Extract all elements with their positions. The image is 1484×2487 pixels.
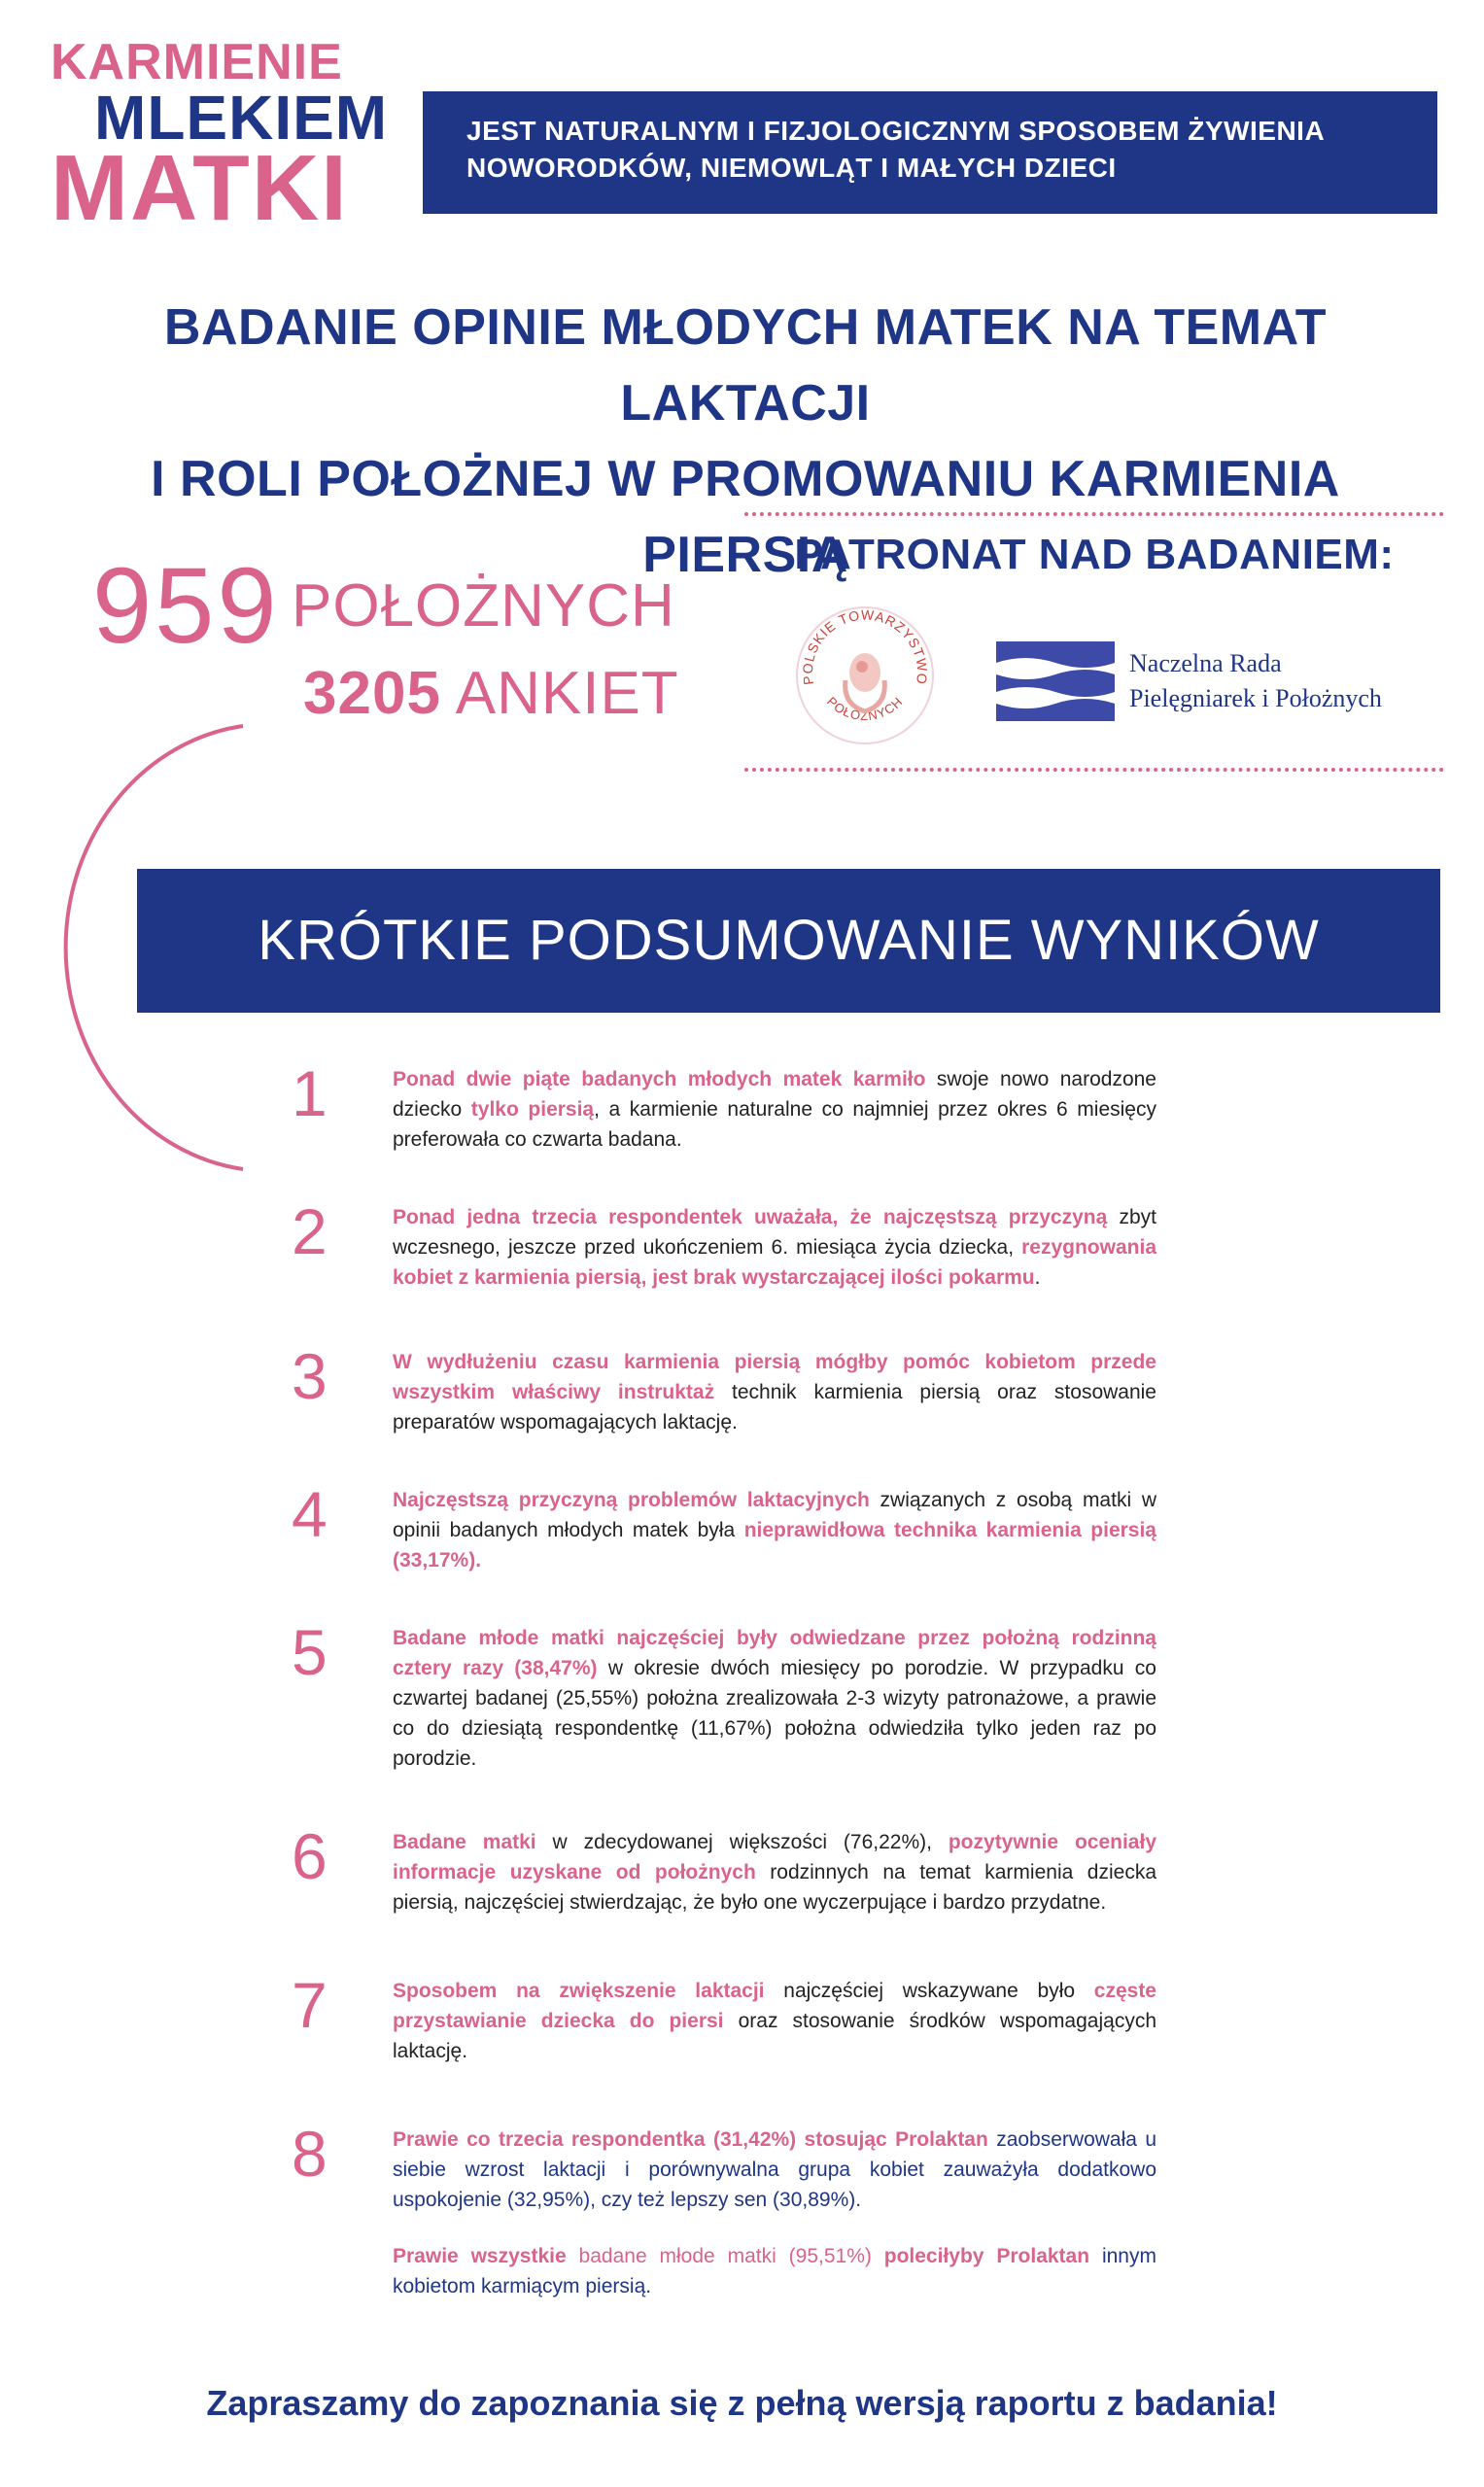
result-text (393, 1064, 1156, 1155)
text-segment: w okresie dwóch miesięcy po porodzie. W przypadku co czwartej badanej (25,55%) położna zrealizowała 2-3 wizyty patronażowe, a prawie co do dziesiątą respondentkę (11,67%) położna odwiedziła tylko jeden raz po porodzie. (393, 1657, 1156, 1770)
logo (51, 34, 420, 240)
nrpip-line-2: Pielęgniarek i Położnych (1129, 684, 1382, 712)
nrpip-logo (996, 641, 1115, 721)
summary-title-banner: KRÓTKIE PODSUMOWANIE WYNIKÓW (137, 869, 1440, 1013)
text-segment: pozytywnie oceniały informacje uzyskane od położnych (393, 1831, 1156, 1883)
result-number: 5 (292, 1616, 328, 1688)
text-segment: , a karmienie naturalne co najmniej przez okres 6 miesięcy preferowała co czwarta badana. (393, 1098, 1156, 1151)
text-segment: Najczęstszą przyczyną problemów laktacyjnych (393, 1489, 870, 1511)
text-segment: najczęściej wskazywane było (764, 1980, 1094, 2002)
text-segment: Prawie co trzecia respondentka (31,42%) stosując Prolaktan (393, 2128, 988, 2151)
page-title-line-2: I ROLI POŁOŻNEJ W PROMOWANIU KARMIENIA PIERSIĄ (151, 451, 1340, 583)
result-text (393, 2124, 1156, 2215)
result-number: 2 (292, 1195, 328, 1267)
text-segment: związanych z osobą matki w opinii badanych młodych matek była (393, 1489, 1156, 1541)
result-text (393, 1827, 1156, 1917)
text-segment: technik karmienia piersią oraz stosowanie preparatów wspomagających laktację. (393, 1381, 1156, 1433)
page-title-line-1: BADANIE OPINIE MŁODYCH MATEK NA TEMAT LAKTACJI (163, 299, 1328, 432)
text-segment: rodzinnych na temat karmienia dziecka piersią, najczęściej stwierdzając, że było one wyczerpujące i bardzo przydatne. (393, 1861, 1157, 1914)
tagline-banner (423, 91, 1437, 214)
nrpip-name (1129, 646, 1382, 716)
text-segment: Sposobem na zwiększenie laktacji (393, 1980, 765, 2002)
divider-top (744, 512, 1444, 516)
tagline-line-1: JEST NATURALNYM I FIZJOLOGICZNYM SPOSOBEM ŻYWIENIA (466, 116, 1326, 146)
result-number: 3 (292, 1340, 328, 1412)
text-segment: w zdecydowanej większości (76,22%), (535, 1831, 949, 1853)
result-number: 8 (292, 2118, 328, 2190)
result-text (393, 1347, 1156, 1437)
footer-cta: Zapraszamy do zapoznania się z pełną wersją raportu z badania! (206, 2383, 1278, 2423)
text-segment: tylko piersią (470, 1098, 595, 1121)
text-segment: . (1034, 1266, 1041, 1289)
stat-midwives (92, 544, 675, 668)
patronat-title: PATRONAT NAD BADANIEM: (794, 531, 1395, 578)
nrpip-line-1: Naczelna Rada (1129, 649, 1282, 677)
result-text-secondary (393, 2241, 1156, 2301)
tagline-line-2: NOWORODKÓW, NIEMOWLĄT I MAŁYCH DZIECI (466, 153, 1117, 183)
text-segment: Badane matki (393, 1831, 536, 1853)
logo-line-1: KARMIENIE (51, 34, 343, 90)
text-segment: poleciłyby Prolaktan (883, 2245, 1090, 2267)
midwives-label: POŁOŻNYCH (291, 572, 675, 639)
result-text (393, 1202, 1156, 1293)
divider-bottom (744, 768, 1444, 772)
text-segment: rezygnowania kobiet z karmienia piersią, jest brak wystarczającej ilości pokarmu (393, 1236, 1156, 1289)
text-segment: zbyt wczesnego, jeszcze przed ukończeniem 6. miesiąca życia dziecka, (393, 1206, 1157, 1259)
text-segment: zaobserwowała u siebie wzrost laktacji i porównywalna grupa kobiet zauważyła dodatkowo uspokojenie (32,95%), czy też lepszy sen (30,89%). (393, 2128, 1157, 2211)
result-number: 7 (292, 1969, 328, 2041)
ptp-logo-text-top: POLSKIE TOWARZYSTWO (799, 606, 931, 686)
text-segment: Badane młode matki najczęściej były odwiedzane przez położną rodzinną cztery razy (38,47%) (393, 1627, 1156, 1679)
stat-surveys (303, 659, 679, 728)
text-segment: oraz stosowanie środków wspomagających laktację. (393, 2010, 1156, 2062)
midwives-count: 959 (92, 546, 280, 666)
text-segment: częste przystawianie dziecka do piersi (393, 1980, 1156, 2032)
result-text (393, 1485, 1156, 1575)
surveys-count: 3205 (303, 660, 441, 727)
logo-line-3: MATKI (51, 136, 349, 240)
result-number: 6 (292, 1820, 328, 1892)
result-text (393, 1623, 1156, 1774)
text-segment: swoje nowo narodzone dziecko (393, 1068, 1156, 1121)
surveys-label: ANKIET (455, 660, 679, 727)
ptp-logo (792, 603, 938, 748)
text-segment: nieprawidłowa technika karmienia piersią (33,17%). (393, 1519, 1156, 1572)
result-text (393, 1976, 1156, 2066)
text-segment: Ponad dwie piąte badanych młodych matek karmiło (393, 1068, 926, 1090)
text-segment: W wydłużeniu czasu karmienia piersią mógłby pomóc kobietom przede wszystkim właściwy instruktaż (393, 1351, 1156, 1403)
logo-line-2: MLEKIEM (94, 83, 389, 153)
text-segment: Prawie wszystkie (393, 2245, 567, 2267)
ptp-logo-text-bottom: POŁOŻNYCH (824, 694, 906, 723)
result-number: 1 (292, 1057, 328, 1129)
result-number: 4 (292, 1478, 328, 1550)
text-segment: Ponad jedna trzecia respondentek uważała, że najczęstszą przyczyną (393, 1206, 1108, 1228)
text-segment: badane młode matki (95,51%) (566, 2245, 884, 2267)
text-segment: innym kobietom karmiącym piersią. (393, 2245, 1156, 2297)
